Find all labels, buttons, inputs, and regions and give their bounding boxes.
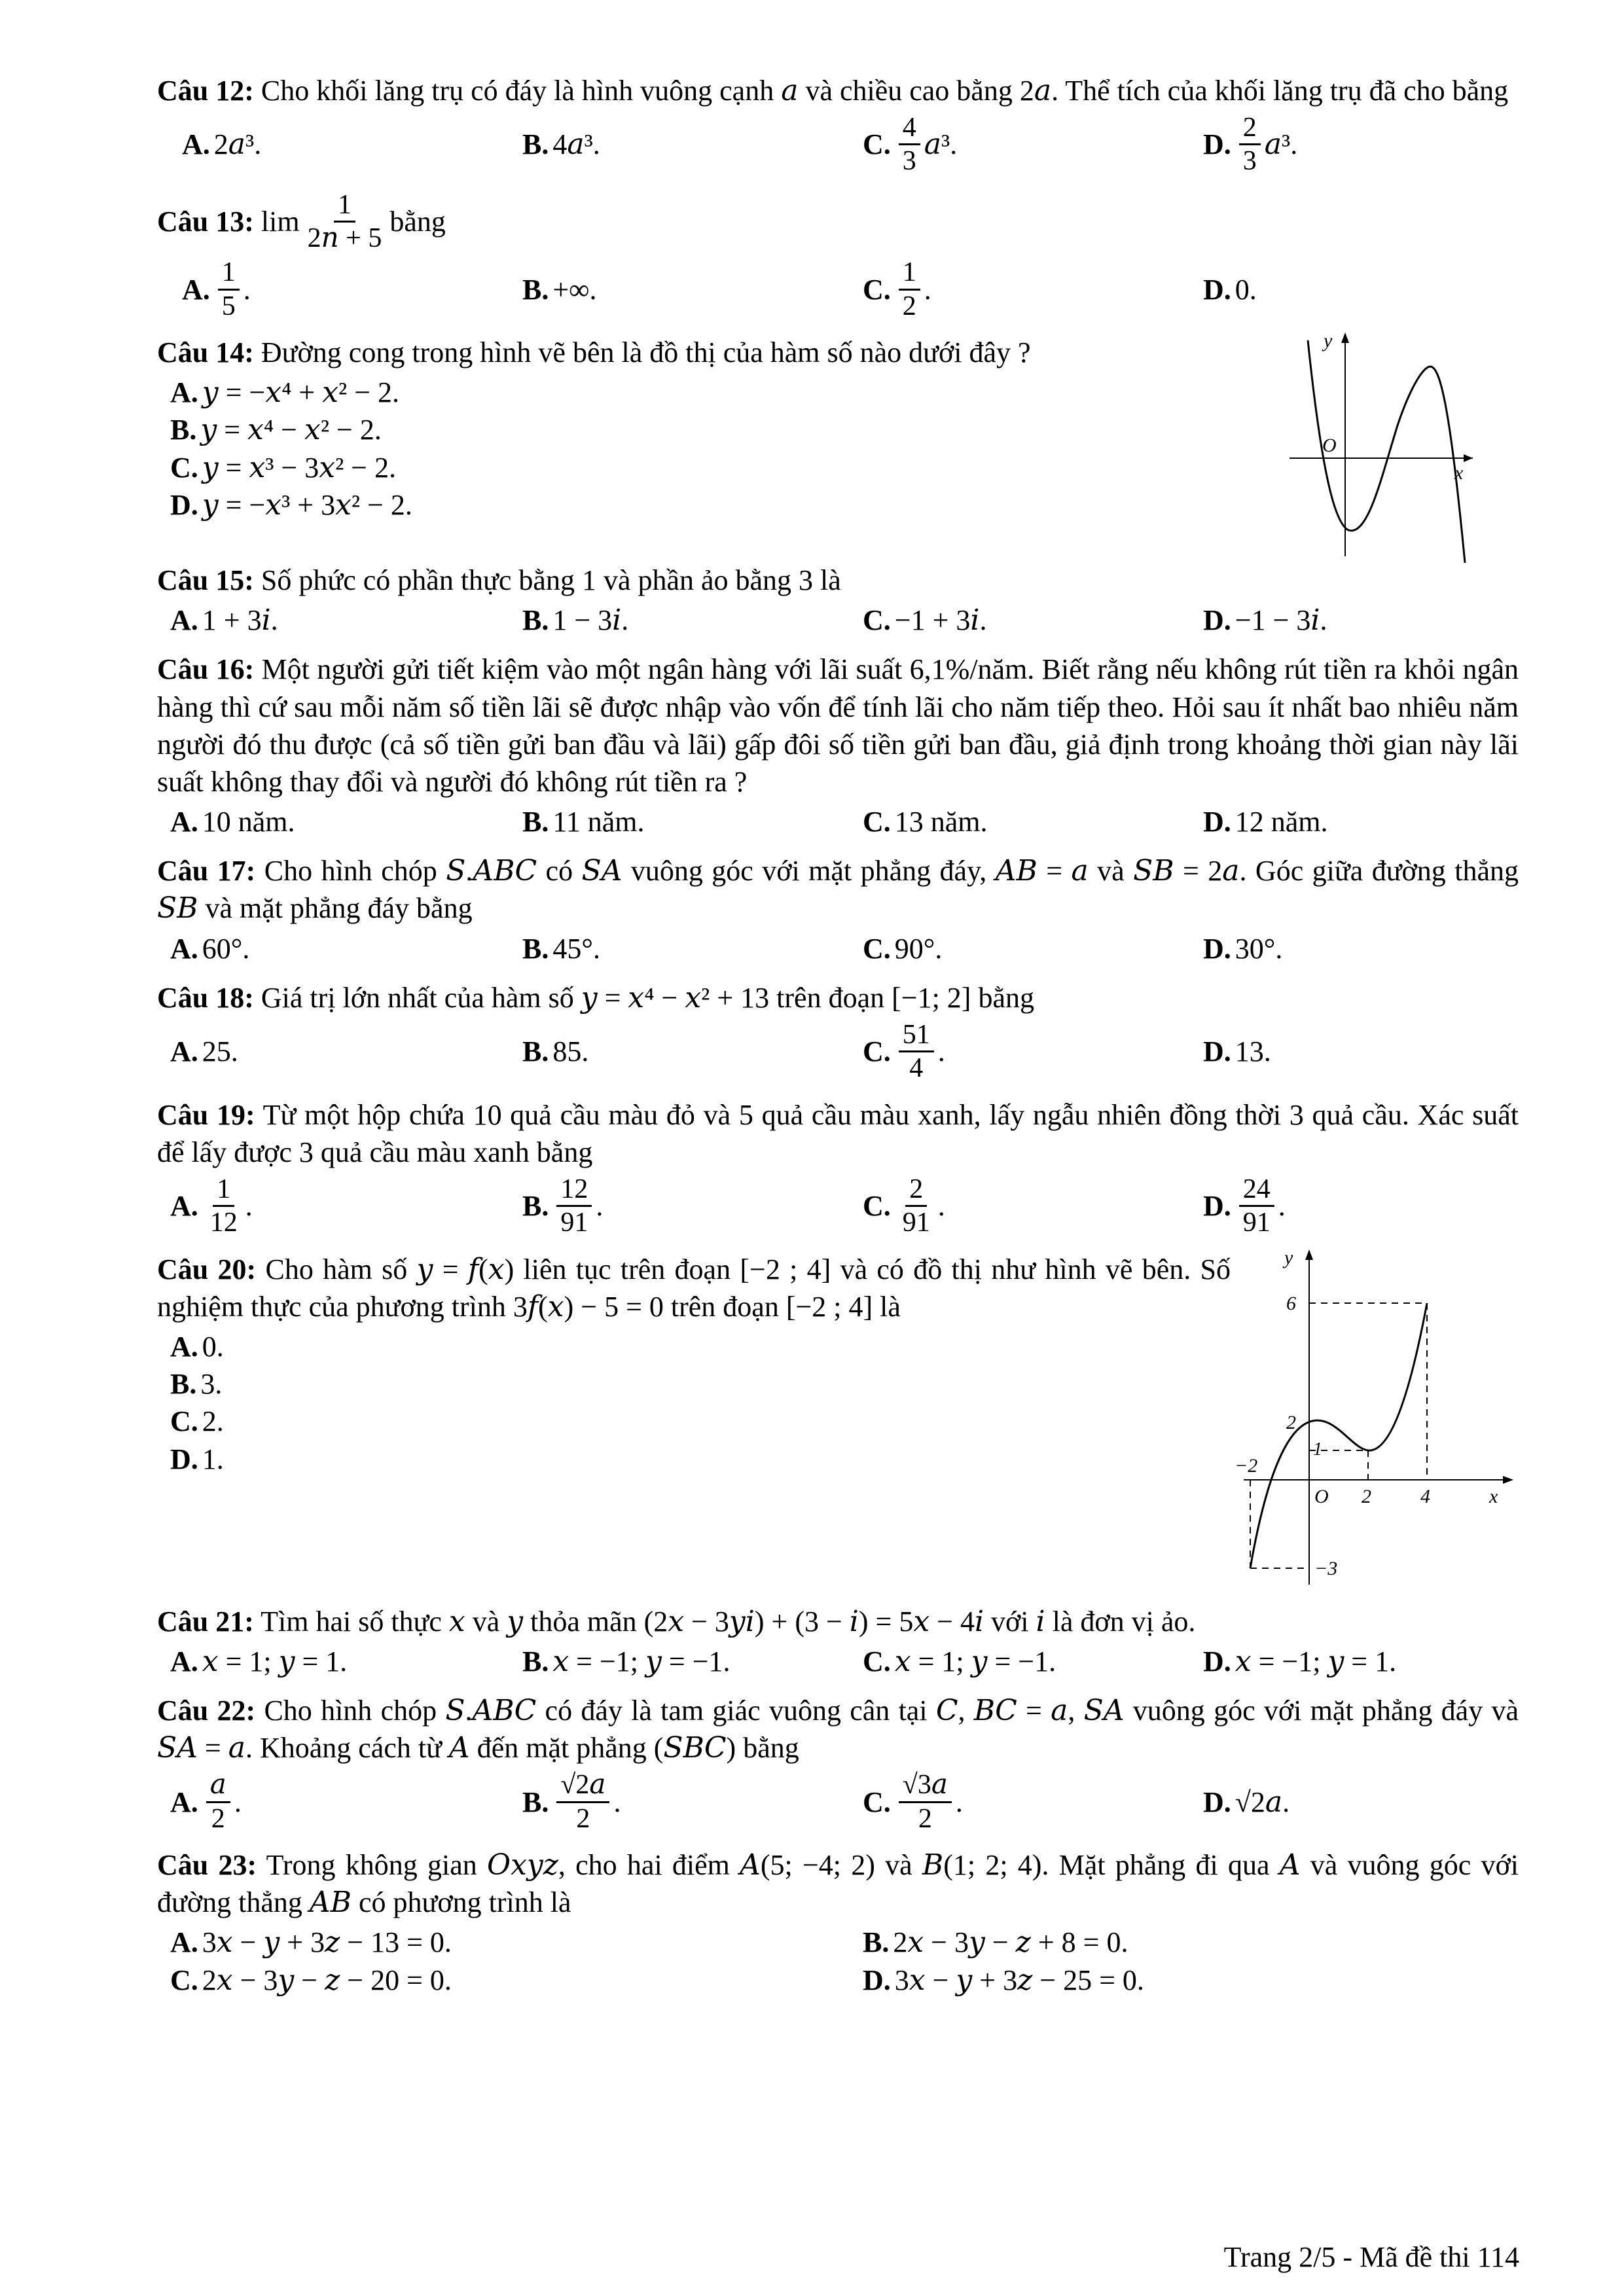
- fraction: $\frac{2}{3}$: [1239, 112, 1261, 177]
- question-label: Câu 23:: [157, 1848, 257, 1881]
- option-a[interactable]: A. 2𝑎³.: [182, 128, 262, 161]
- question-text: Một người gửi tiết kiệm vào một ngân hàng với lãi suất 6,1%/năm. Biết rằng nếu không rút tiền ra khỏi ngân hàng thì cứ sau mỗi năm số tiền lãi sẽ được nhập vào vốn để tính lãi cho năm tiếp theo. Hỏi sau ít nhất bao nhiêu năm người đó thu được (cả số tiền gửi ban đầu và lãi) gấp đôi số tiền gửi ban đầu, giả định trong khoảng thời gian này lãi suất không thay đổi và người đó không rút tiền ra ?: [157, 653, 1519, 798]
- question-14: [157, 329, 1519, 550]
- question-text: Số phức có phần thực bằng 1 và phần ảo bằng 3 là: [261, 564, 841, 596]
- option-c[interactable]: C. $\frac{51}{4}$ .: [863, 1020, 945, 1084]
- question-18: [157, 979, 1519, 1085]
- option-a[interactable]: A. $\frac{1}{12}$ .: [170, 1174, 253, 1238]
- tick-x-m2: −2: [1235, 1454, 1258, 1477]
- option-a[interactable]: A. $\frac{\text{𝑎}}{2}$ .: [170, 1770, 242, 1834]
- y-axis-arrow: [1305, 1249, 1313, 1260]
- option-b[interactable]: B. 3.: [170, 1368, 223, 1401]
- option-b[interactable]: B. +∞.: [522, 273, 597, 306]
- option-c[interactable]: C. 13 năm.: [863, 806, 988, 838]
- option-c[interactable]: C. 𝑦 = 𝑥³ − 3𝑥² − 2.: [170, 451, 397, 484]
- option-b[interactable]: B. $\frac{\text{√2𝑎}}{2}$ .: [522, 1770, 621, 1834]
- option-a[interactable]: A. 1 + 3𝑖.: [170, 604, 278, 637]
- y-axis-arrow: [1341, 332, 1349, 343]
- option-d[interactable]: D. 3𝑥 − 𝑦 + 3𝑧 − 25 = 0.: [863, 1964, 1144, 1996]
- tick-x-4: 4: [1420, 1485, 1430, 1507]
- option-c[interactable]: C. 2𝑥 − 3𝑦 − 𝑧 − 20 = 0.: [170, 1964, 452, 1996]
- question-label: Câu 17:: [157, 855, 256, 888]
- option-b[interactable]: B. 4𝑎³.: [522, 128, 600, 161]
- option-b[interactable]: B. 𝑥 = −1; 𝑦 = −1.: [522, 1645, 731, 1677]
- option-c[interactable]: C. 90°.: [863, 932, 943, 965]
- option-a[interactable]: A. 25.: [170, 1035, 238, 1068]
- question-19: [157, 1096, 1519, 1239]
- tick-x-2: 2: [1362, 1485, 1371, 1507]
- curve: [1250, 1303, 1427, 1568]
- option-c[interactable]: C. $\frac{1}{2}$ .: [863, 257, 931, 321]
- question-text: Cho hình chóp 𝑆.𝐴𝐵𝐶 có đáy là tam giác vuông cân tại 𝐶, 𝐵𝐶 = 𝑎, 𝑆𝐴 vuông góc với mặt phẳng đáy và 𝑆𝐴 = 𝑎. Khoảng cách từ 𝐴 đến mặt phẳng (𝑆𝐵𝐶) bằng: [157, 1694, 1519, 1765]
- question-13: Câu 13: lim $\frac{1}{\text{2𝑛 + 5}}$ bằng A. $\frac{1}{5}$ . B. +∞. C. $\frac{1}{2}$ . D. 0.: [157, 189, 1519, 322]
- fraction: $\frac{\text{𝑎}}{2}$: [206, 1769, 230, 1835]
- option-a[interactable]: A. 0.: [170, 1330, 224, 1363]
- option-b[interactable]: B. 11 năm.: [522, 806, 645, 838]
- tick-y-1: 1: [1313, 1439, 1322, 1460]
- option-d[interactable]: D. 13.: [1203, 1035, 1271, 1068]
- y-axis-label: y: [1324, 329, 1333, 351]
- option-c[interactable]: C. −1 + 3𝑖.: [863, 604, 987, 637]
- option-b[interactable]: B. 𝑦 = 𝑥⁴ − 𝑥² − 2.: [170, 414, 382, 446]
- x-axis-arrow: [1464, 454, 1473, 462]
- fraction: $\frac{1}{2}$: [899, 257, 920, 322]
- exam-page: [157, 72, 1519, 2011]
- option-d[interactable]: D. $\frac{24}{91}$ .: [1203, 1174, 1286, 1238]
- option-d[interactable]: D. 1.: [170, 1443, 224, 1475]
- question-text: Từ một hộp chứa 10 quả cầu màu đỏ và 5 quả cầu màu xanh, lấy ngẫu nhiên đồng thời 3 quả cầu. Xác suất để lấy được 3 quả cầu màu xanh bằng: [157, 1098, 1519, 1168]
- tick-y-6: 6: [1286, 1292, 1296, 1314]
- option-c[interactable]: C. $\frac{\text{√3𝑎}}{2}$ .: [863, 1770, 963, 1834]
- option-a[interactable]: A. $\frac{1}{5}$ .: [182, 257, 251, 321]
- graph-q14: [1283, 327, 1479, 563]
- option-a[interactable]: A. 3𝑥 − 𝑦 + 3𝑧 − 13 = 0.: [170, 1926, 452, 1959]
- option-d[interactable]: D. √2𝑎.: [1203, 1785, 1290, 1818]
- question-text: Cho hình chóp 𝑆.𝐴𝐵𝐶 có 𝑆𝐴 vuông góc với mặt phẳng đáy, 𝐴𝐵 = 𝑎 và 𝑆𝐵 = 2𝑎. Góc giữa đường thẳng 𝑆𝐵 và mặt phẳng đáy bằng: [157, 855, 1519, 925]
- fraction: $\frac{\text{√2𝑎}}{2}$: [556, 1769, 609, 1835]
- x-axis-label: x: [1489, 1485, 1498, 1507]
- option-c[interactable]: C. $\frac{2}{91}$ .: [863, 1174, 945, 1238]
- question-label: Câu 16:: [157, 653, 255, 686]
- option-a[interactable]: A. 𝑥 = 1; 𝑦 = 1.: [170, 1645, 348, 1677]
- fraction: $\frac{4}{3}$: [899, 112, 920, 177]
- question-text: Cho khối lăng trụ có đáy là hình vuông cạnh 𝑎 và chiều cao bằng 2𝑎. Thể tích của khối lăng trụ đã cho bằng: [261, 75, 1509, 107]
- question-label: Câu 12:: [157, 75, 254, 107]
- option-b[interactable]: B. 1 − 3𝑖.: [522, 604, 629, 637]
- graph-q20: [1231, 1244, 1519, 1591]
- option-d[interactable]: D. 𝑦 = −𝑥³ + 3𝑥² − 2.: [170, 488, 412, 521]
- question-20: [157, 1246, 1519, 1591]
- tick-y-2: 2: [1286, 1411, 1296, 1433]
- question-text: Đường cong trong hình vẽ bên là đồ thị của hàm số nào dưới đây ?: [261, 336, 1031, 368]
- question-15: [157, 562, 1519, 639]
- question-label: Câu 15:: [157, 564, 254, 596]
- question-label: Câu 21:: [157, 1605, 254, 1638]
- y-axis-label: y: [1284, 1246, 1293, 1268]
- fraction: $\frac{51}{4}$: [899, 1019, 934, 1085]
- origin-label: O: [1322, 434, 1337, 456]
- origin-label: O: [1314, 1485, 1329, 1507]
- question-12: [157, 72, 1519, 177]
- option-c[interactable]: C. 2.: [170, 1405, 224, 1438]
- question-label: Câu 22:: [157, 1694, 256, 1727]
- option-d[interactable]: D. 0.: [1203, 273, 1257, 306]
- question-text: Trong không gian 𝑂𝑥𝑦𝑧, cho hai điểm 𝐴(5; −4; 2) và 𝐵(1; 2; 4). Mặt phẳng đi qua 𝐴 và vuông góc với đường thẳng 𝐴𝐵 có phương trình là: [157, 1848, 1519, 1919]
- question-text: Cho hàm số 𝑦 = 𝑓(𝑥) liên tục trên đoạn [−2 ; 4] và có đồ thị như hình vẽ bên. Số nghiệm thực của phương trình 3𝑓(𝑥) − 5 = 0 trên đoạn [−2 ; 4] là: [157, 1253, 1231, 1323]
- option-d[interactable]: D. $\frac{2}{3}$ 𝑎³.: [1203, 113, 1298, 177]
- question-22: [157, 1692, 1519, 1835]
- option-a[interactable]: A. 60°.: [170, 932, 250, 965]
- option-b[interactable]: B. $\frac{12}{91}$ .: [522, 1174, 604, 1238]
- fraction: $\frac{24}{91}$: [1239, 1174, 1274, 1239]
- question-text: Tìm hai số thực 𝑥 và 𝑦 thỏa mãn (2𝑥 − 3𝑦𝑖) + (3 − 𝑖) = 5𝑥 − 4𝑖 với 𝑖 là đơn vị ảo.: [261, 1605, 1196, 1638]
- question-16: [157, 651, 1519, 840]
- fraction: $\frac{1}{\text{2𝑛 + 5}}$: [307, 189, 382, 254]
- option-c[interactable]: C. $\frac{4}{3}$ 𝑎³.: [863, 113, 958, 177]
- question-label: Câu 19:: [157, 1098, 255, 1131]
- question-text: Giá trị lớn nhất của hàm số 𝑦 = 𝑥⁴ − 𝑥² + 13 trên đoạn [−1; 2] bằng: [261, 981, 1034, 1014]
- question-21: [157, 1603, 1519, 1680]
- question-label: Câu 14:: [157, 336, 254, 368]
- x-axis-arrow: [1503, 1476, 1513, 1484]
- option-c[interactable]: C. 𝑥 = 1; 𝑦 = −1.: [863, 1645, 1056, 1677]
- question-label: Câu 13:: [157, 205, 254, 238]
- page-footer: Trang 2/5 - Mã đề thi 114: [1223, 2241, 1519, 2273]
- tick-y-m3: −3: [1314, 1557, 1338, 1579]
- option-b[interactable]: B. 2𝑥 − 3𝑦 − 𝑧 + 8 = 0.: [863, 1926, 1128, 1959]
- x-axis-label: x: [1454, 461, 1464, 484]
- fraction: $\frac{\text{√3𝑎}}{2}$: [899, 1769, 952, 1835]
- option-d[interactable]: D. 30°.: [1203, 932, 1283, 965]
- option-b[interactable]: B. 85.: [522, 1035, 589, 1068]
- fraction: $\frac{1}{12}$: [209, 1174, 238, 1238]
- fraction: $\frac{12}{91}$: [556, 1174, 592, 1239]
- fraction: $\frac{2}{91}$: [902, 1174, 930, 1238]
- question-23: [157, 1846, 1519, 1999]
- fraction: $\frac{1}{5}$: [218, 257, 240, 322]
- question-label: Câu 20:: [157, 1253, 257, 1285]
- option-d[interactable]: D. 12 năm.: [1203, 806, 1328, 838]
- option-d[interactable]: D. −1 − 3𝑖.: [1203, 604, 1327, 637]
- option-d[interactable]: D. 𝑥 = −1; 𝑦 = 1.: [1203, 1645, 1397, 1677]
- option-a[interactable]: A. 10 năm.: [170, 806, 295, 838]
- question-label: Câu 18:: [157, 981, 254, 1014]
- option-b[interactable]: B. 45°.: [522, 932, 600, 965]
- question-17: [157, 852, 1519, 967]
- option-a[interactable]: A. 𝑦 = −𝑥⁴ + 𝑥² − 2.: [170, 376, 400, 409]
